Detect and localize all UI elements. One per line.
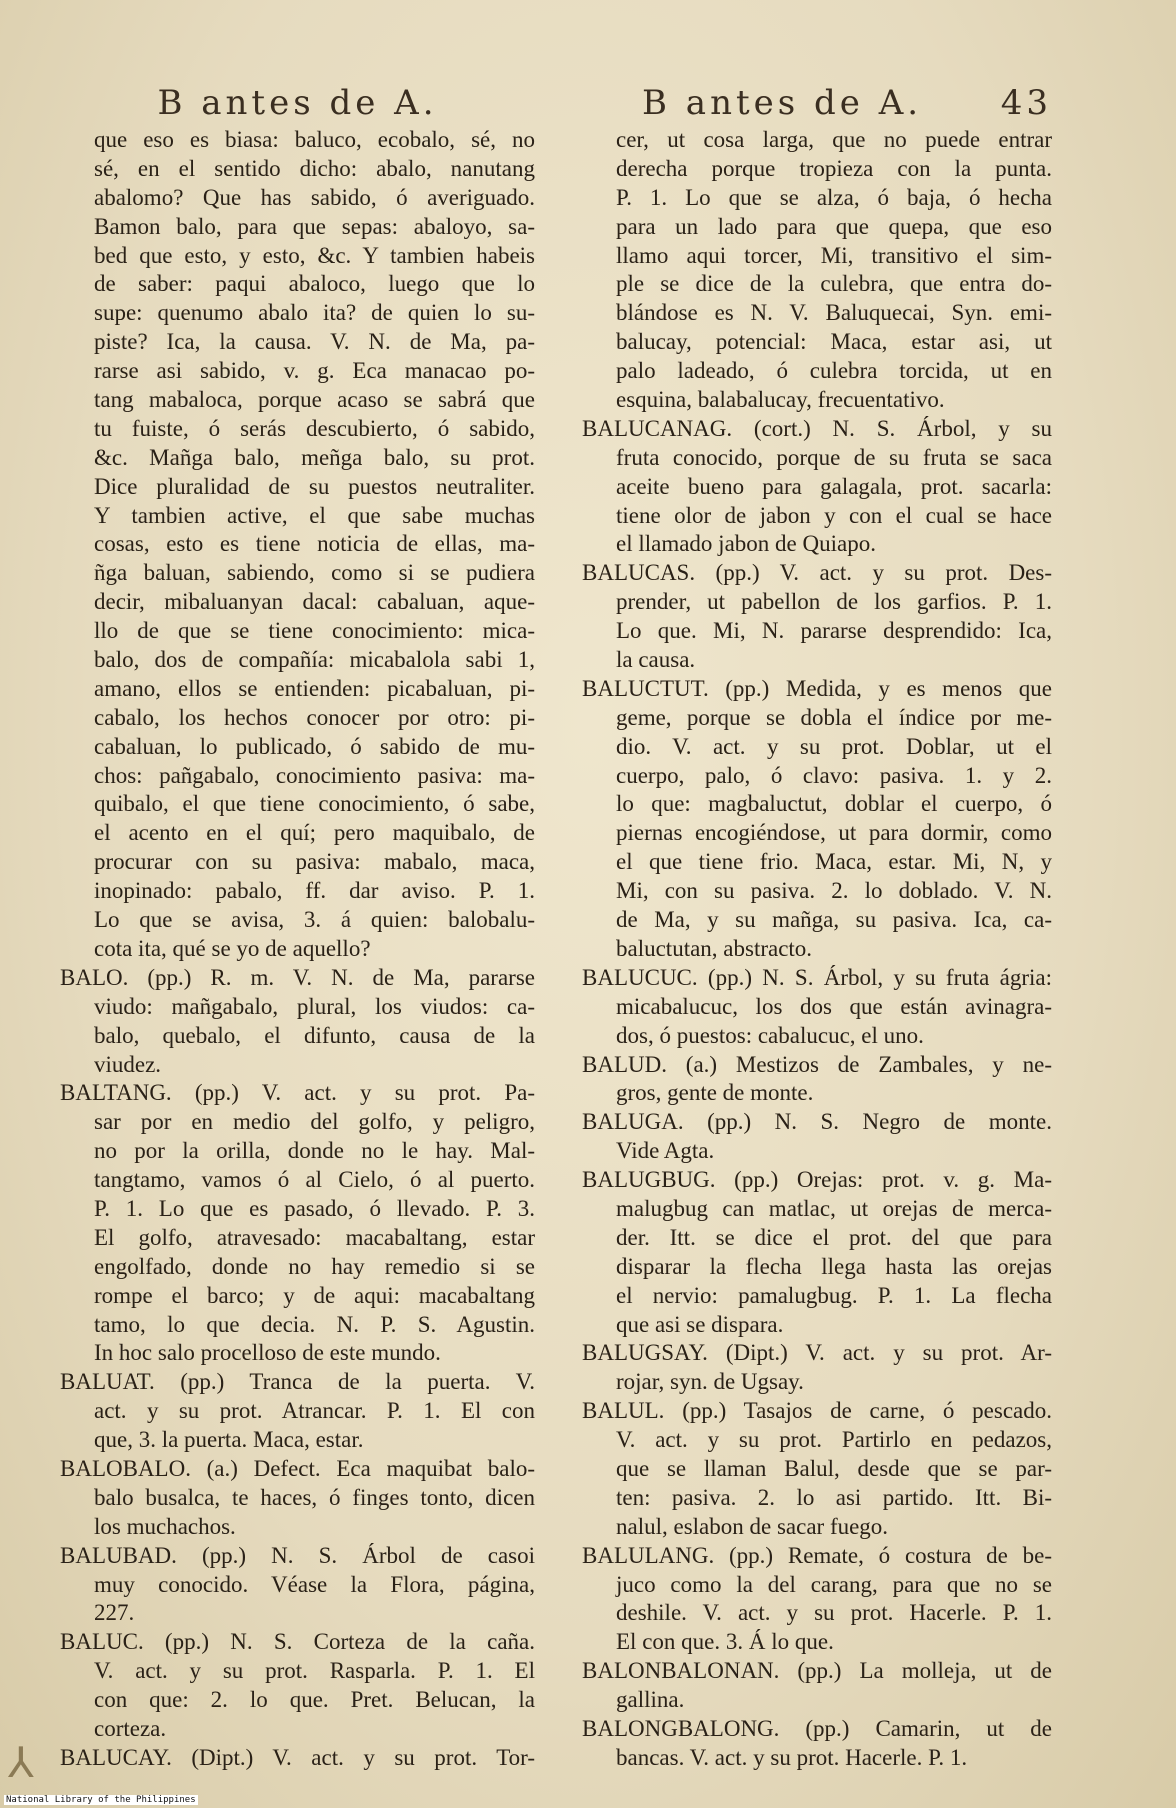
entry-headword-line: BALUAT. (pp.) Tranca de la puerta. V. bbox=[60, 1369, 535, 1395]
text-line: act. y su prot. Atrancar. P. 1. El con bbox=[94, 1398, 535, 1424]
text-line: malugbug can matlac, ut orejas de merca- bbox=[616, 1195, 1052, 1221]
entry-headword-line: BALUGBUG. (pp.) Orejas: prot. v. g. Ma- bbox=[582, 1167, 1052, 1193]
text-line: balo, quebalo, el difunto, causa de la bbox=[94, 1022, 535, 1048]
text-line: In hoc salo procelloso de este mundo. bbox=[94, 1340, 441, 1366]
entry-headword-line: BALONGBALONG. (pp.) Camarin, ut de bbox=[582, 1715, 1052, 1741]
text-line: ñga baluan, sabiendo, como si se pudiera bbox=[94, 560, 535, 586]
text-line: El golfo, atravesado: macabaltang, estar bbox=[94, 1224, 535, 1250]
text-line: los muchachos. bbox=[94, 1513, 236, 1539]
text-line: 227. bbox=[94, 1600, 135, 1626]
text-line: dos, ó puestos: cabalucuc, el uno. bbox=[616, 1022, 924, 1048]
left-column bbox=[60, 82, 535, 1773]
text-line: no por la orilla, donde no le hay. Mal- bbox=[94, 1138, 535, 1164]
running-head-right: B antes de A. bbox=[642, 83, 923, 123]
text-line: P. 1. Lo que se alza, ó baja, ó hecha bbox=[616, 184, 1052, 210]
text-line: de Ma, y su mañga, su pasiva. Ica, ca- bbox=[616, 907, 1052, 933]
text-line: bancas. V. act. y su prot. Hacerle. P. 1. bbox=[616, 1744, 968, 1770]
text-line: Bamon balo, para que sepas: abaloyo, sa- bbox=[94, 213, 535, 239]
text-line: esquina, balabalucay, frecuentativo. bbox=[616, 387, 945, 413]
entry-headword-line: BALUCUC. (pp.) N. S. Árbol, y su fruta ágria: bbox=[582, 964, 1052, 990]
text-line: aceite bueno para galagala, prot. sacarla: bbox=[616, 473, 1052, 499]
text-line: balucay, potencial: Maca, estar asi, ut bbox=[616, 329, 1052, 355]
text-line: geme, porque se dobla el índice por me- bbox=[616, 704, 1052, 730]
text-line: Y tambien active, el que sabe muchas bbox=[94, 502, 535, 528]
entry-headword-line: BALUC. (pp.) N. S. Corteza de la caña. bbox=[60, 1629, 535, 1655]
entry-headword-line: BALOBALO. (a.) Defect. Eca maquibat balo- bbox=[60, 1455, 535, 1481]
text-line: supe: quenumo abalo ita? de quien lo su- bbox=[94, 300, 535, 326]
text-line: muy conocido. Véase la Flora, página, bbox=[94, 1571, 535, 1597]
text-line: dio. V. act. y su prot. Doblar, ut el bbox=[616, 733, 1052, 759]
text-line: bed que esto, y esto, &c. Y tambien habeis bbox=[94, 242, 535, 268]
text-line: palo ladeado, ó culebra torcida, ut en bbox=[616, 358, 1052, 384]
text-line: sé, en el sentido dicho: abalo, nanutang bbox=[94, 155, 535, 181]
text-line: El con que. 3. Á lo que. bbox=[616, 1629, 834, 1655]
entry-headword-line: BALUBAD. (pp.) N. S. Árbol de casoi bbox=[60, 1542, 535, 1568]
text-line: inopinado: pabalo, ff. dar aviso. P. 1. bbox=[94, 878, 535, 904]
text-line: prender, ut pabellon de los garfios. P. 1. bbox=[616, 589, 1052, 615]
text-line: V. act. y su prot. Rasparla. P. 1. El bbox=[94, 1658, 535, 1684]
text-line: cer, ut cosa larga, que no puede entrar bbox=[616, 127, 1052, 152]
text-line: con que: 2. lo que. Pret. Belucan, la bbox=[94, 1687, 535, 1713]
text-line: procurar con su pasiva: mabalo, maca, bbox=[94, 849, 535, 875]
text-line: tang mabaloca, porque acaso se sabrá que bbox=[94, 387, 535, 413]
entry-headword-line: BALULANG. (pp.) Remate, ó costura de be- bbox=[582, 1542, 1052, 1568]
entry-headword-line: BALO. (pp.) R. m. V. N. de Ma, pararse bbox=[60, 964, 535, 990]
text-line: para un lado para que quepa, que eso bbox=[616, 213, 1052, 239]
text-line: Vide Agta. bbox=[616, 1138, 715, 1164]
library-footer: National Library of the Philippines bbox=[6, 1795, 196, 1805]
text-line: viudo: mañgabalo, plural, los viudos: ca- bbox=[94, 993, 535, 1019]
text-line: der. Itt. se dice el prot. del que para bbox=[616, 1224, 1052, 1250]
entry-headword-line: BALONBALONAN. (pp.) La molleja, ut de bbox=[582, 1658, 1052, 1684]
text-line: el llamado jabon de Quiapo. bbox=[616, 531, 876, 557]
text-line: V. act. y su prot. Partirlo en pedazos, bbox=[616, 1427, 1052, 1453]
text-line: llo de que se tiene conocimiento: mica- bbox=[94, 618, 535, 644]
text-line: Mi, con su pasiva. 2. lo doblado. V. N. bbox=[616, 878, 1052, 904]
text-line: fruta conocido, porque de su fruta se saca bbox=[616, 444, 1052, 470]
text-line: que asi se dispara. bbox=[616, 1311, 784, 1337]
text-line: micabalucuc, los dos que están avinagra- bbox=[616, 993, 1052, 1019]
text-line: el que tiene frio. Maca, estar. Mi, N, y bbox=[616, 849, 1052, 875]
text-line: Lo que se avisa, 3. á quien: balobalu- bbox=[94, 907, 535, 933]
right-column bbox=[582, 82, 1052, 1773]
text-line: gros, gente de monte. bbox=[616, 1080, 814, 1106]
entry-headword-line: BALUCAS. (pp.) V. act. y su prot. Des- bbox=[582, 560, 1052, 586]
running-head-right-row bbox=[582, 82, 1052, 124]
text-line: de saber: paqui abaloco, luego que lo bbox=[94, 271, 535, 297]
margin-mark-icon: ⅄ bbox=[8, 1741, 34, 1787]
text-line: ten: pasiva. 2. lo asi partido. Itt. Bi- bbox=[616, 1484, 1052, 1510]
text-line: cota ita, qué se yo de aquello? bbox=[94, 935, 371, 961]
text-line: la causa. bbox=[616, 647, 696, 673]
text-line: blándose es N. V. Baluquecai, Syn. emi- bbox=[616, 300, 1052, 326]
text-line: lo que: magbaluctut, doblar el cuerpo, ó bbox=[616, 791, 1052, 817]
text-line: piste? Ica, la causa. V. N. de Ma, pa- bbox=[94, 329, 535, 355]
text-line: cuerpo, palo, ó clavo: pasiva. 1. y 2. bbox=[616, 762, 1052, 788]
text-line: tangtamo, vamos ó al Cielo, ó al puerto. bbox=[94, 1167, 535, 1193]
text-line: el acento en el quí; pero maquibalo, de bbox=[94, 820, 535, 846]
text-line: que eso es biasa: baluco, ecobalo, sé, no bbox=[94, 127, 535, 152]
entry-headword-line: BALUCTUT. (pp.) Medida, y es menos que bbox=[582, 675, 1052, 701]
right-column-text bbox=[582, 126, 1052, 1773]
text-line: deshile. V. act. y su prot. Hacerle. P. 1. bbox=[616, 1600, 1052, 1626]
text-line: rarse asi sabido, v. g. Eca manacao po- bbox=[94, 358, 535, 384]
left-column-text bbox=[60, 126, 535, 1773]
text-line: quibalo, el que tiene conocimiento, ó sabe, bbox=[94, 791, 535, 817]
text-line: sar por en medio del golfo, y peligro, bbox=[94, 1109, 535, 1135]
text-line: tamo, lo que decia. N. P. S. Agustin. bbox=[94, 1311, 535, 1337]
text-line: balo, dos de compañía: micabalola sabi 1, bbox=[94, 647, 535, 673]
text-line: gallina. bbox=[616, 1687, 685, 1713]
text-line: cabaluan, lo publicado, ó sabido de mu- bbox=[94, 733, 535, 759]
running-head-left: B antes de A. bbox=[157, 83, 438, 123]
text-line: nalul, eslabon de sacar fuego. bbox=[616, 1513, 889, 1539]
text-line: chos: pañgabalo, conocimiento pasiva: ma- bbox=[94, 762, 535, 788]
text-line: rojar, syn. de Ugsay. bbox=[616, 1369, 804, 1395]
text-line: piernas encogiéndose, ut para dormir, como bbox=[616, 820, 1052, 846]
text-line: Dice pluralidad de su puestos neutraliter. bbox=[94, 473, 535, 499]
text-line: amano, ellos se entienden: picabaluan, pi- bbox=[94, 675, 535, 701]
text-line: disparar la flecha llega hasta las orejas bbox=[616, 1253, 1052, 1279]
text-line: balo busalca, te haces, ó finges tonto, dicen bbox=[94, 1484, 535, 1510]
text-line: ple se dice de la culebra, que entra do- bbox=[616, 271, 1052, 297]
text-line: tiene olor de jabon y con el cual se hace bbox=[616, 502, 1052, 528]
text-line: viudez. bbox=[94, 1051, 162, 1077]
text-line: tu fuiste, ó serás descubierto, ó sabido, bbox=[94, 415, 535, 441]
entry-headword-line: BALUGSAY. (Dipt.) V. act. y su prot. Ar- bbox=[582, 1340, 1052, 1366]
entry-headword-line: BALUD. (a.) Mestizos de Zambales, y ne- bbox=[582, 1051, 1052, 1077]
entry-headword-line: BALUGA. (pp.) N. S. Negro de monte. bbox=[582, 1109, 1052, 1135]
text-line: engolfado, donde no hay remedio si se bbox=[94, 1253, 535, 1279]
text-line: P. 1. Lo que es pasado, ó llevado. P. 3. bbox=[94, 1195, 535, 1221]
text-line: Lo que. Mi, N. pararse desprendido: Ica, bbox=[616, 618, 1052, 644]
entry-headword-line: BALUCANAG. (cort.) N. S. Árbol, y su bbox=[582, 415, 1052, 441]
text-line: abalomo? Que has sabido, ó averiguado. bbox=[94, 184, 535, 210]
text-line: llamo aqui torcer, Mi, transitivo el sim- bbox=[616, 242, 1052, 268]
page-number: 43 bbox=[1000, 83, 1052, 123]
text-line: el nervio: pamalugbug. P. 1. La flecha bbox=[616, 1282, 1052, 1308]
text-line: &c. Mañga balo, meñga balo, su prot. bbox=[94, 444, 535, 470]
text-line: derecha porque tropieza con la punta. bbox=[616, 155, 1052, 181]
entry-headword-line: BALTANG. (pp.) V. act. y su prot. Pa- bbox=[60, 1080, 535, 1106]
text-line: juco como la del carang, para que no se bbox=[616, 1571, 1052, 1597]
text-line: que, 3. la puerta. Maca, estar. bbox=[94, 1427, 364, 1453]
text-line: baluctutan, abstracto. bbox=[616, 935, 813, 961]
entry-headword-line: BALUCAY. (Dipt.) V. act. y su prot. Tor- bbox=[60, 1744, 535, 1770]
text-line: cosas, esto es tiene noticia de ellas, ma- bbox=[94, 531, 535, 557]
text-line: corteza. bbox=[94, 1715, 167, 1741]
text-line: rompe el barco; y de aqui: macabaltang bbox=[94, 1282, 535, 1308]
text-line: que se llaman Balul, desde que se par- bbox=[616, 1455, 1052, 1481]
text-line: cabalo, los hechos conocer por otro: pi- bbox=[94, 704, 535, 730]
entry-headword-line: BALUL. (pp.) Tasajos de carne, ó pescado. bbox=[582, 1398, 1052, 1424]
text-line: decir, mibaluanyan dacal: cabaluan, aque- bbox=[94, 589, 535, 615]
